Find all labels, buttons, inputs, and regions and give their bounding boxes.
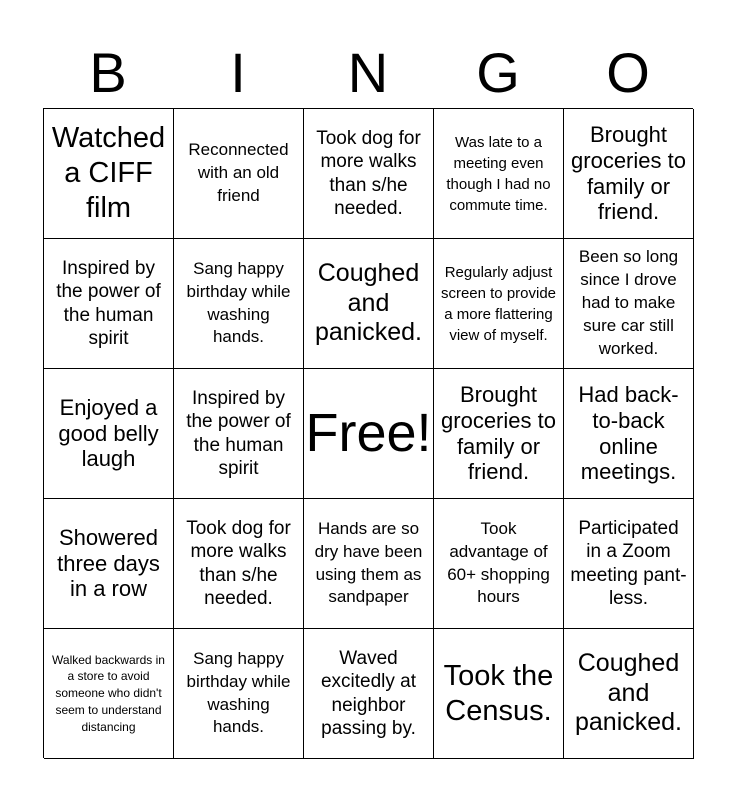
cell-text: Waved excitedly at neighbor passing by. — [320, 648, 417, 739]
bingo-cell[interactable] — [434, 629, 564, 759]
cell-text: Regularly adjust screen to provide a more flattering view of myself. — [440, 263, 557, 344]
bingo-cell[interactable] — [44, 369, 174, 499]
bingo-cell[interactable] — [564, 499, 694, 629]
header-letter-g: G — [476, 41, 520, 104]
cell-text: Been so long since I drove had to make sure car still worked. — [578, 247, 679, 358]
bingo-cell[interactable] — [44, 109, 174, 239]
cell-text: Coughed and panicked. — [314, 259, 423, 347]
cell-text: Walked backwards in a store to avoid someone who didn't seem to understand distancing — [52, 652, 165, 734]
cell-text: Showered three days in a row — [57, 524, 160, 602]
header-letter-i: I — [230, 41, 246, 104]
bingo-cell[interactable] — [434, 369, 564, 499]
cell-text: Took the Census. — [443, 659, 554, 727]
header-letter-o: O — [606, 41, 650, 104]
cell-text: Had back-to-back online meetings. — [578, 381, 679, 485]
bingo-cell[interactable] — [304, 109, 434, 239]
cell-text: Sang happy birthday while washing hands. — [186, 648, 291, 737]
cell-text: Coughed and panicked. — [574, 649, 683, 737]
bingo-cell[interactable] — [304, 629, 434, 759]
cell-text: Took dog for more walks than s/he needed. — [316, 128, 421, 219]
cell-text: Inspired by the power of the human spirit — [186, 388, 291, 479]
bingo-cell[interactable] — [174, 629, 304, 759]
cell-text: Participated in a Zoom meeting pant-less. — [570, 518, 687, 609]
cell-text: Hands are so dry have been using them as sandpaper — [314, 518, 423, 607]
header-letter-n: N — [347, 41, 389, 104]
cell-text: Enjoyed a good belly laugh — [58, 394, 159, 472]
bingo-cell[interactable] — [434, 109, 564, 239]
bingo-cell[interactable] — [174, 109, 304, 239]
bingo-cell[interactable] — [434, 239, 564, 369]
bingo-cell[interactable] — [174, 239, 304, 369]
free-space-cell[interactable] — [304, 369, 434, 499]
bingo-cell[interactable] — [44, 239, 174, 369]
cell-text: Was late to a meeting even though I had no commute time. — [446, 133, 551, 214]
cell-text: Brought groceries to family or friend. — [441, 381, 556, 485]
bingo-header — [43, 38, 693, 108]
cell-text: Sang happy birthday while washing hands. — [186, 258, 291, 347]
bingo-cell[interactable] — [434, 499, 564, 629]
cell-text: Reconnected with an old friend — [188, 140, 289, 205]
cell-text: Took dog for more walks than s/he needed. — [186, 518, 291, 609]
free-space-text: Free! — [305, 402, 432, 463]
cell-text: Inspired by the power of the human spirit — [56, 258, 161, 349]
bingo-cell[interactable] — [304, 239, 434, 369]
bingo-cell[interactable] — [44, 499, 174, 629]
bingo-cell[interactable] — [304, 499, 434, 629]
bingo-cell[interactable] — [564, 109, 694, 239]
header-letter-b: B — [89, 41, 127, 104]
bingo-cell[interactable] — [44, 629, 174, 759]
cell-text: Watched a CIFF film — [51, 122, 166, 224]
bingo-cell[interactable] — [564, 239, 694, 369]
bingo-cell[interactable] — [174, 369, 304, 499]
cell-text: Took advantage of 60+ shopping hours — [447, 518, 550, 607]
bingo-cell[interactable] — [174, 499, 304, 629]
bingo-cell[interactable] — [564, 629, 694, 759]
cell-text: Brought groceries to family or friend. — [571, 121, 686, 225]
bingo-grid — [43, 108, 693, 758]
bingo-cell[interactable] — [564, 369, 694, 499]
